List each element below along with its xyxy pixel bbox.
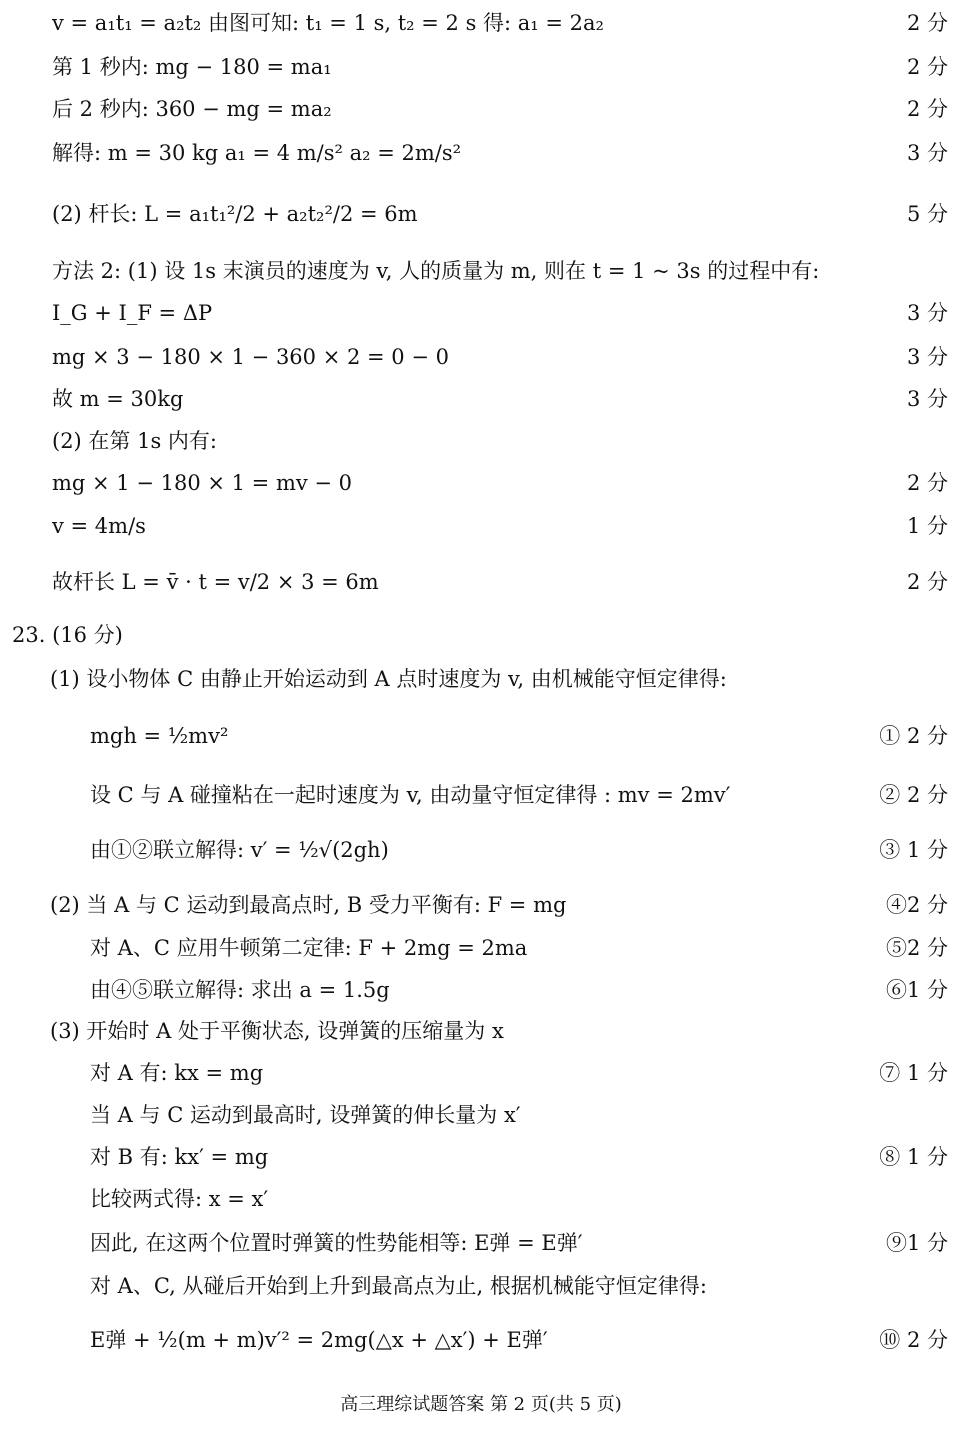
answer-line: [0, 933, 962, 963]
line-text: (3) 开始时 A 处于平衡状态, 设弹簧的压缩量为 x: [50, 1019, 504, 1043]
answer-line: [0, 94, 962, 124]
line-text: 故 m = 30kg: [52, 387, 184, 411]
answer-line: [0, 975, 962, 1005]
answer-line: [0, 256, 962, 286]
answer-line: [0, 1058, 962, 1088]
answer-line: [0, 1312, 962, 1368]
answer-line: [0, 1142, 962, 1172]
score: 2 分: [906, 471, 948, 495]
line-text: 由④⑤联立解得: 求出 a = 1.5g: [90, 978, 390, 1002]
line-text: I_G + I_F = ΔP: [52, 301, 213, 325]
line-text: (2) 杆长: L = a₁t₁²/2 + a₂t₂²/2 = 6m: [52, 202, 418, 226]
score: ② 2 分: [879, 783, 948, 807]
score: 3 分: [906, 387, 948, 411]
answer-line: [0, 890, 962, 920]
line-text: 因此, 在这两个位置时弹簧的性势能相等: E弹 = E弹′: [90, 1231, 583, 1255]
answer-line: [0, 822, 962, 878]
line-text: 故杆长 L = v̄ · t = v/2 × 3 = 6m: [52, 570, 379, 594]
line-text: 由①②联立解得: v′ = ½√(2gh): [90, 838, 389, 862]
answer-line: [0, 1271, 962, 1301]
answer-line: [0, 138, 962, 168]
score: ⑦ 1 分: [879, 1061, 948, 1085]
answer-line: [0, 1016, 962, 1046]
line-text: 设 C 与 A 碰撞粘在一起时速度为 v, 由动量守恒定律得 : mv = 2mv′: [90, 783, 731, 807]
answer-line: [0, 664, 962, 694]
answer-line: [0, 554, 962, 610]
answer-line: [0, 468, 962, 498]
question-heading: [0, 620, 962, 650]
answer-line: [0, 342, 962, 372]
answer-line: [0, 186, 962, 242]
answer-line: [0, 426, 962, 456]
line-text: E弹 + ½(m + m)v′² = 2mg(△x + △x′) + E弹′: [90, 1328, 548, 1352]
score: 2 分: [906, 570, 948, 594]
line-text: mg × 3 − 180 × 1 − 360 × 2 = 0 − 0: [52, 345, 449, 369]
score: ⑩ 2 分: [879, 1328, 948, 1352]
line-text: v = 4m/s: [52, 514, 146, 538]
page-footer: 高三理综试题答案 第 2 页(共 5 页): [340, 1394, 622, 1415]
line-text: 后 2 秒内: 360 − mg = ma₂: [52, 97, 332, 121]
answer-line: [0, 8, 962, 38]
score: ③ 1 分: [879, 838, 948, 862]
score: ⑧ 1 分: [879, 1145, 948, 1169]
score: 2 分: [906, 11, 948, 35]
line-text: 对 A 有: kx = mg: [90, 1061, 264, 1085]
score: ① 2 分: [879, 724, 948, 748]
score: 3 分: [906, 345, 948, 369]
score: 2 分: [906, 97, 948, 121]
line-text: 比较两式得: x = x′: [90, 1187, 269, 1211]
line-text: 当 A 与 C 运动到最高时, 设弹簧的伸长量为 x′: [90, 1103, 521, 1127]
line-text: (2) 当 A 与 C 运动到最高点时, B 受力平衡有: F = mg: [50, 893, 567, 917]
line-text: mgh = ½mv²: [90, 724, 229, 748]
line-text: 解得: m = 30 kg a₁ = 4 m/s² a₂ = 2m/s²: [52, 141, 462, 165]
score: ⑨1 分: [885, 1231, 948, 1255]
line-text: 方法 2: (1) 设 1s 末演员的速度为 v, 人的质量为 m, 则在 t = 1 ~ 3s 的过程中有:: [52, 259, 820, 283]
line-text: (2) 在第 1s 内有:: [52, 429, 217, 453]
answer-line: [0, 52, 962, 82]
line-text: (1) 设小物体 C 由静止开始运动到 A 点时速度为 v, 由机械能守恒定律得:: [50, 667, 727, 691]
line-text: mg × 1 − 180 × 1 = mv − 0: [52, 471, 353, 495]
score: ⑤2 分: [885, 936, 948, 960]
score: 2 分: [906, 55, 948, 79]
line-text: 对 A、C, 从碰后开始到上升到最高点为止, 根据机械能守恒定律得:: [90, 1274, 707, 1298]
answer-line: [0, 780, 962, 810]
answer-line: [0, 1184, 962, 1214]
answer-line: [0, 384, 962, 414]
score: 1 分: [906, 514, 948, 538]
line-text: 对 B 有: kx′ = mg: [90, 1145, 269, 1169]
answer-line: [0, 298, 962, 328]
line-text: v = a₁t₁ = a₂t₂ 由图可知: t₁ = 1 s, t₂ = 2 s 得: a₁ = 2a₂: [52, 11, 604, 35]
score: ④2 分: [885, 893, 948, 917]
line-text: 第 1 秒内: mg − 180 = ma₁: [52, 55, 332, 79]
answer-line: [0, 1100, 962, 1130]
score: ⑥1 分: [885, 978, 948, 1002]
line-text: 对 A、C 应用牛顿第二定律: F + 2mg = 2ma: [90, 936, 528, 960]
line-text: 23. (16 分): [12, 623, 123, 647]
score: 3 分: [906, 141, 948, 165]
answer-line: [0, 1228, 962, 1258]
score: 5 分: [906, 202, 948, 226]
answer-line: [0, 708, 962, 764]
answer-line: [0, 511, 962, 541]
score: 3 分: [906, 301, 948, 325]
